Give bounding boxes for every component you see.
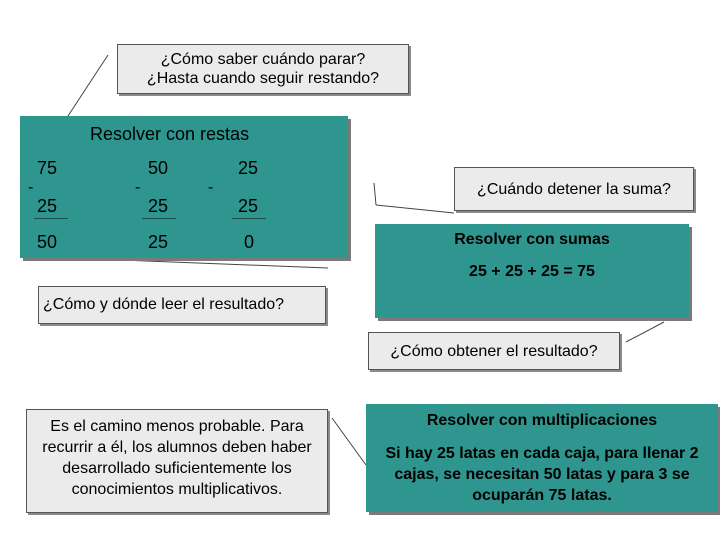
sumas-title: Resolver con sumas [454,231,610,248]
multiplicaciones-title: Resolver con multiplicaciones [426,412,658,429]
connector-detener-2 [376,205,454,213]
result-3: 0 [244,232,255,252]
subtrahend-1: 25 [37,196,58,216]
nota-camino-menos-probable [26,409,328,513]
sumas-equation: 25 + 25 + 25 = 75 [469,263,595,280]
minus-sign-2: - [135,179,141,196]
connector-detener [374,183,376,205]
restas-panel [20,116,348,258]
callout-como-saber-parar [117,44,409,94]
restas-title: Resolver con restas [90,124,250,144]
callout-leer-text: ¿Cómo y dónde leer el resultado? [43,296,285,313]
result-2: 25 [148,232,169,252]
result-1: 50 [37,232,58,252]
subtrahend-2: 25 [148,196,169,216]
callout-detener-suma [454,167,694,211]
connector-top [68,55,108,116]
multiplicaciones-text: Si hay 25 latas en cada caja, para llenar 2 cajas, se necesitan 50 latas y para 3 se ocuparán 75 latas. [385,445,699,504]
sumas-panel [375,224,689,318]
callout-line-1: ¿Cómo saber cuándo parar? [160,51,366,68]
connector-leer [120,260,328,268]
minus-sign-3: - [208,179,214,196]
connector-obtener [626,322,664,342]
callout-obtener-text: ¿Cómo obtener el resultado? [390,343,598,360]
result-rule-2 [142,218,176,219]
callout-line-2: ¿Hasta cuando seguir restando? [146,70,380,87]
subtrahend-3: 25 [238,196,259,216]
minuend-1: 75 [37,158,58,178]
minus-sign-1: - [28,179,34,196]
multiplicaciones-panel [366,404,718,512]
result-rule-1 [34,218,68,219]
callout-obtener-resultado [368,332,620,370]
callout-detener-text: ¿Cuándo detener la suma? [477,181,671,198]
nota-text: Es el camino menos probable. Para recurrir a él, los alumnos deben haber desarrollado suficientemente los conocimientos multiplicativos. [42,418,312,498]
minuend-3: 25 [238,158,259,178]
callout-leer-resultado [38,286,326,324]
connector-nota [332,418,366,465]
result-rule-3 [232,218,266,219]
minuend-2: 50 [148,158,169,178]
